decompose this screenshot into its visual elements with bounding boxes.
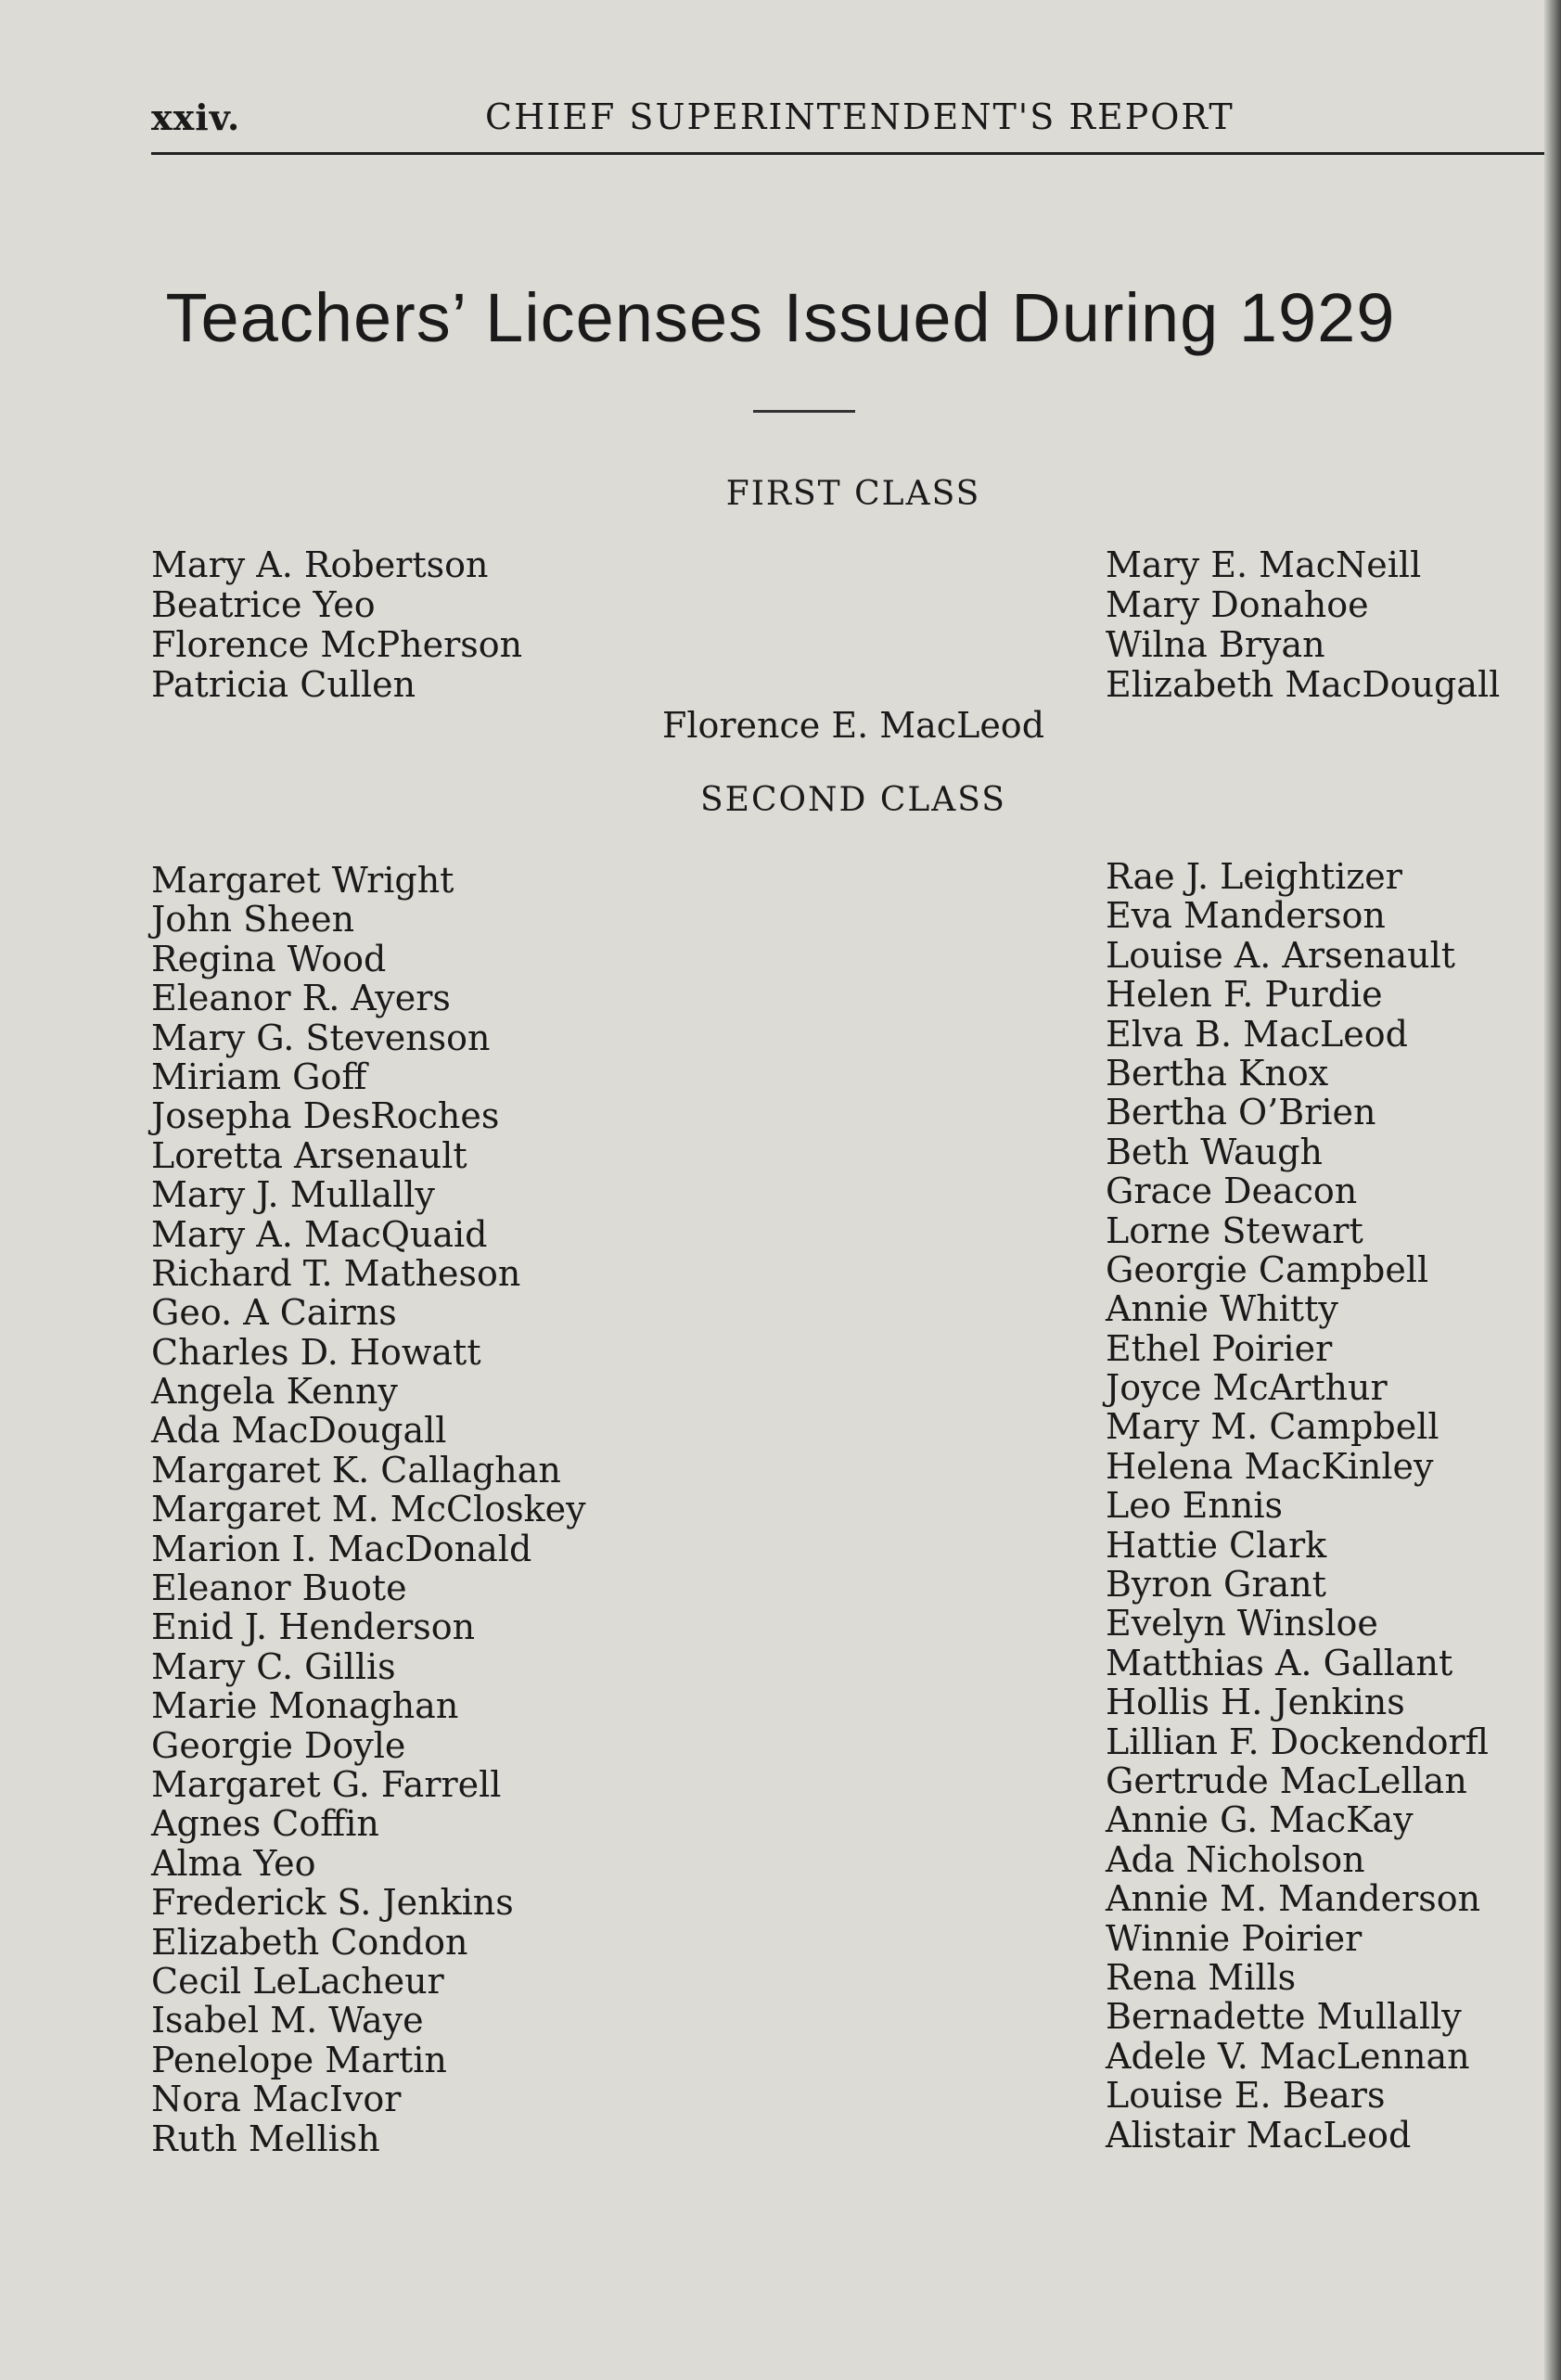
licensee-name: Wilna Bryan [1106, 624, 1325, 665]
first-class-heading: FIRST CLASS [725, 475, 981, 513]
licensee-name: Georgie Doyle [151, 1724, 406, 1766]
licensee-name: Margaret K. Callaghan [151, 1449, 561, 1491]
licensee-name: Bertha O’Brien [1106, 1092, 1376, 1133]
licensee-name: Eva Manderson [1106, 895, 1386, 937]
report-title: CHIEF SUPERINTENDENT'S REPORT [485, 96, 1235, 137]
licensee-name: Bertha Knox [1106, 1052, 1329, 1094]
licensee-name: Elva B. MacLeod [1106, 1013, 1408, 1055]
licensee-name: Hollis H. Jenkins [1106, 1682, 1405, 1723]
licensee-name: Mary M. Campbell [1106, 1406, 1439, 1448]
licensee-name: Ethel Poirier [1106, 1327, 1333, 1369]
licensee-name: Mary A. MacQuaid [151, 1213, 488, 1255]
licensee-name: Florence McPherson [151, 624, 523, 665]
licensee-name: Loretta Arsenault [151, 1134, 467, 1176]
licensee-name: Alistair MacLeod [1106, 2114, 1412, 2156]
licensee-name: Agnes Coffin [151, 1803, 379, 1845]
licensee-name: Angela Kenny [151, 1371, 398, 1413]
licensee-name: Patricia Cullen [151, 664, 416, 705]
licensee-name: Margaret M. McCloskey [151, 1489, 586, 1530]
licensee-name: Beth Waugh [1106, 1131, 1323, 1172]
licensee-name: Mary C. Gillis [151, 1645, 396, 1687]
licensee-name: Annie Whitty [1106, 1288, 1338, 1330]
title-divider [753, 410, 855, 413]
licensee-name: Eleanor R. Ayers [151, 978, 451, 1019]
first-class-right-list [1106, 545, 1500, 705]
licensee-name: Louise A. Arsenault [1106, 934, 1456, 976]
licensee-name: Enid J. Henderson [151, 1606, 476, 1648]
licensee-name: Gertrude MacLellan [1106, 1759, 1467, 1801]
licensee-name: Annie G. MacKay [1106, 1799, 1414, 1841]
licensee-name: Charles D. Howatt [151, 1331, 481, 1373]
licensee-name: Bernadette Mullally [1106, 1996, 1462, 2038]
licensee-name: Penelope Martin [151, 2039, 447, 2080]
licensee-name: Evelyn Winsloe [1106, 1603, 1378, 1644]
licensee-name: Annie M. Manderson [1106, 1878, 1481, 1920]
licensee-name: Mary Donahoe [1106, 584, 1369, 625]
licensee-name: Grace Deacon [1106, 1171, 1358, 1212]
licensee-name: Mary J. Mullally [151, 1174, 435, 1216]
second-class-right-list [1106, 857, 1489, 2155]
licensee-name: Adele V. MacLennan [1106, 2035, 1470, 2077]
licensee-name: Margaret G. Farrell [151, 1763, 502, 1805]
licensee-name: Alma Yeo [151, 1842, 316, 1884]
licensee-name: Regina Wood [151, 938, 387, 979]
licensee-name: Ada MacDougall [151, 1410, 447, 1452]
page-edge-shadow [1544, 0, 1561, 2380]
licensee-name: Rena Mills [1106, 1956, 1297, 1998]
licensee-name: Rae J. Leightizer [1106, 856, 1402, 897]
licensee-name: John Sheen [151, 899, 355, 940]
first-class-center-name: Florence E. MacLeod [661, 705, 1045, 746]
licensee-name: Marie Monaghan [151, 1685, 459, 1727]
licensee-name: Ada Nicholson [1106, 1838, 1365, 1880]
licensee-name: Louise E. Bears [1106, 2075, 1386, 2117]
licensee-name: Geo. A Cairns [151, 1292, 397, 1334]
licensee-name: Eleanor Buote [151, 1567, 407, 1609]
licensee-name: Lorne Stewart [1106, 1209, 1363, 1251]
licensee-name: Miriam Goff [151, 1056, 367, 1097]
licensee-name: Joyce McArthur [1106, 1367, 1388, 1409]
licensee-name: Beatrice Yeo [151, 584, 376, 625]
licensee-name: Josepha DesRoches [151, 1095, 500, 1137]
licensee-name: Mary G. Stevenson [151, 1017, 491, 1058]
running-header [151, 96, 1547, 155]
first-class-left-list [151, 545, 522, 705]
licensee-name: Isabel M. Waye [151, 2000, 424, 2041]
licensee-name: Frederick S. Jenkins [151, 1882, 514, 1924]
licensee-name: Byron Grant [1106, 1564, 1326, 1606]
licensee-name: Mary E. MacNeill [1106, 544, 1422, 585]
page-number: xxiv. [151, 96, 241, 138]
licensee-name: Georgie Campbell [1106, 1248, 1429, 1290]
licensee-name: Ruth Mellish [151, 2118, 380, 2159]
licensee-name: Richard T. Matheson [151, 1252, 521, 1294]
licensee-name: Leo Ennis [1106, 1485, 1284, 1527]
licensee-name: Helen F. Purdie [1106, 974, 1383, 1016]
licensee-name: Helena MacKinley [1106, 1445, 1434, 1487]
second-class-left-list [151, 861, 586, 2158]
licensee-name: Cecil LeLacheur [151, 1960, 444, 2002]
licensee-name: Lillian F. Dockendorfl [1106, 1721, 1489, 1762]
licensee-name: Elizabeth MacDougall [1106, 664, 1501, 705]
licensee-name: Elizabeth Condon [151, 1921, 468, 1963]
licensee-name: Nora MacIvor [151, 2079, 402, 2120]
page-title: Teachers’ Licenses Issued During 1929 [165, 279, 1396, 356]
licensee-name: Marion I. MacDonald [151, 1528, 532, 1569]
licensee-name: Mary A. Robertson [151, 544, 489, 585]
licensee-name: Hattie Clark [1106, 1524, 1327, 1566]
second-class-heading: SECOND CLASS [700, 781, 1006, 819]
licensee-name: Margaret Wright [151, 860, 454, 901]
licensee-name: Matthias A. Gallant [1106, 1642, 1453, 1683]
licensee-name: Winnie Poirier [1106, 1917, 1363, 1959]
